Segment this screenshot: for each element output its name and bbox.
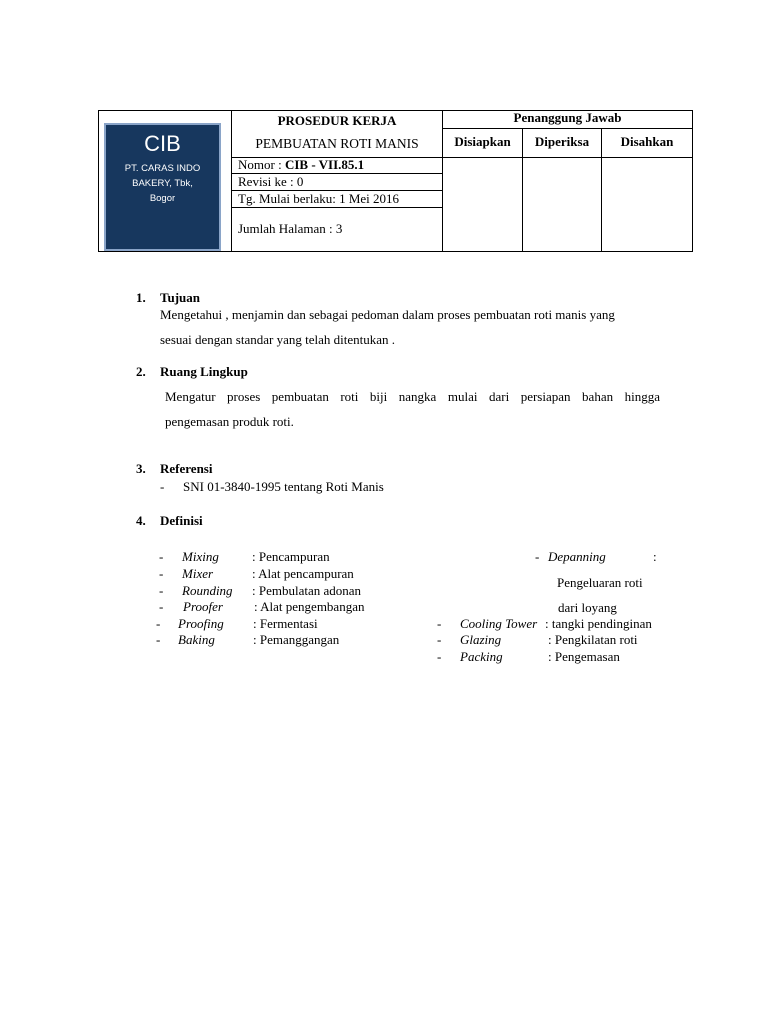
col-approved: Disahkan (620, 134, 674, 149)
paragraph-line: pengemasan produk roti. (165, 414, 294, 429)
term-definition: : Pengkilatan roti (548, 632, 638, 647)
section-title: Ruang Lingkup (160, 364, 248, 379)
doc-title-line1: PROSEDUR KERJA (277, 113, 397, 128)
term-definition: Pengeluaran roti (557, 575, 643, 590)
term-definition: : Pengemasan (548, 649, 620, 664)
list-dash: - (159, 566, 164, 581)
term: Proofer (183, 599, 223, 614)
term: Depanning (548, 549, 606, 564)
col-prepared: Disiapkan (454, 134, 511, 149)
term-definition: : tangki pendinginan (545, 616, 652, 631)
responsible-heading: Penanggung Jawab (513, 110, 622, 125)
doc-start-date: Tg. Mulai berlaku: 1 Mei 2016 (238, 191, 400, 206)
section-number: 3. (136, 461, 146, 476)
term: Mixer (182, 566, 214, 581)
term-definition: : Fermentasi (253, 616, 318, 631)
doc-title-line2: PEMBUATAN ROTI MANIS (255, 136, 419, 151)
term: Cooling Tower (460, 616, 538, 631)
section-title: Definisi (160, 513, 203, 528)
paragraph-line: Mengetahui , menjamin dan sebagai pedoman dalam proses pembuatan roti manis yang (160, 307, 615, 322)
logo-brand: CIB (144, 131, 181, 156)
list-dash: - (156, 616, 161, 631)
term: Glazing (460, 632, 502, 647)
section-title: Tujuan (160, 290, 200, 305)
paragraph-line: Mengatur proses pembuatan roti biji nangka mulai dari persiapan bahan hingga (165, 389, 660, 404)
doc-number: Nomor : CIB - VII.85.1 (238, 157, 365, 172)
list-dash: - (159, 599, 164, 614)
list-dash: - (156, 632, 161, 647)
term: Proofing (178, 616, 224, 631)
doc-page-count: Jumlah Halaman : 3 (238, 221, 343, 236)
list-dash: - (159, 583, 164, 598)
doc-revision: Revisi ke : 0 (238, 174, 304, 189)
term-definition: : Alat pencampuran (252, 566, 354, 581)
list-dash: - (159, 549, 164, 564)
list-dash: - (437, 649, 442, 664)
logo-company: PT. CARAS INDO BAKERY, Tbk, Bogor (124, 163, 201, 204)
list-dash: - (437, 616, 442, 631)
col-checked: Diperiksa (534, 134, 590, 149)
section-title: Referensi (160, 461, 213, 476)
term: Mixing (182, 549, 219, 564)
term-colon: : (653, 549, 657, 564)
term-definition: : Alat pengembangan (254, 599, 365, 614)
company-logo (104, 123, 221, 251)
list-dash: - (437, 632, 442, 647)
term: Baking (178, 632, 215, 647)
section-number: 4. (136, 513, 146, 528)
term: Rounding (182, 583, 233, 598)
term-definition: : Pembulatan adonan (252, 583, 362, 598)
section-number: 1. (136, 290, 146, 305)
term-definition: : Pemanggangan (253, 632, 340, 647)
section-number: 2. (136, 364, 146, 379)
term: Packing (460, 649, 503, 664)
term-definition: : Pencampuran (252, 549, 330, 564)
list-dash: - (160, 479, 165, 494)
list-dash: - (535, 549, 540, 564)
reference-item: SNI 01-3840-1995 tentang Roti Manis (183, 479, 384, 494)
paragraph-line: sesuai dengan standar yang telah ditentukan . (160, 332, 396, 347)
term-definition: dari loyang (558, 600, 617, 615)
